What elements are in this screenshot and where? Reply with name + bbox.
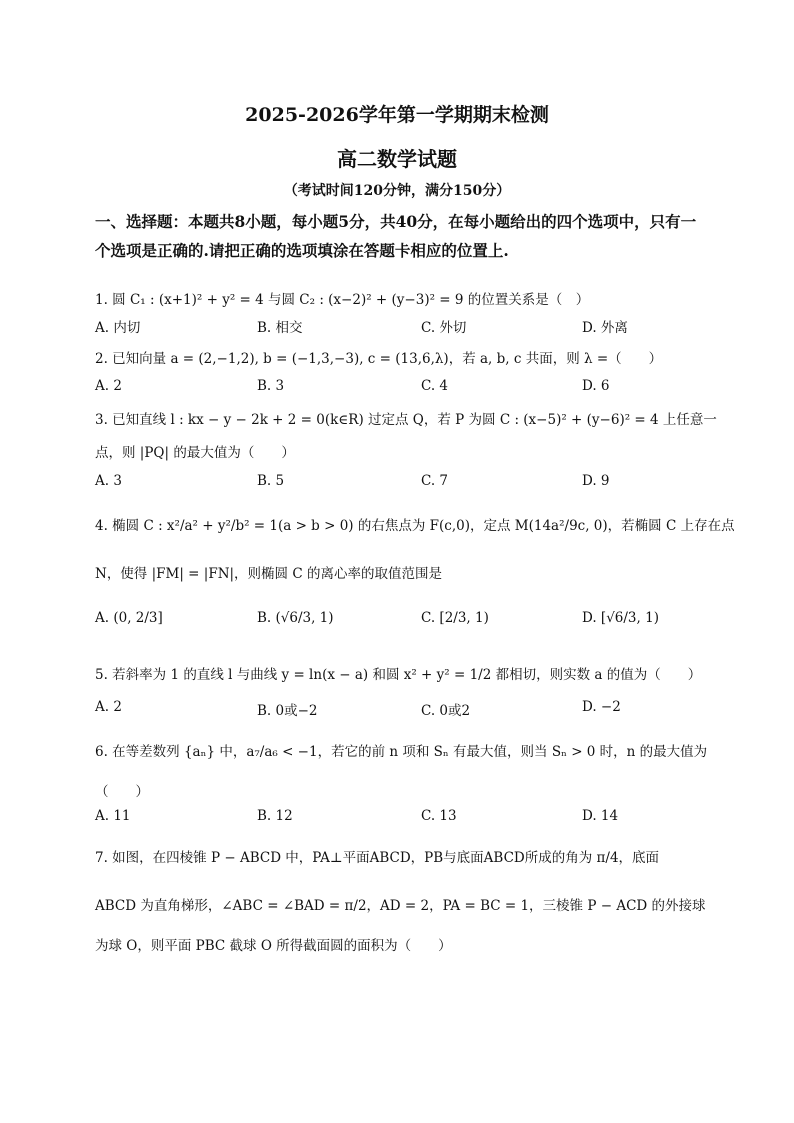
- question-3-line-1: 3. 已知直线 l : kx − y − 2k + 2 = 0(k∈R) 过定点 Q，若 P 为圆 C : (x−5)² + (y−6)² = 4 上任意一: [95, 412, 717, 428]
- option-c: C. 外切: [421, 320, 467, 336]
- option-c: C. 4: [421, 378, 449, 394]
- option-b: B. (√6/3, 1): [257, 610, 334, 626]
- option-d: D. −2: [582, 699, 621, 715]
- option-c: C. 0或2: [421, 703, 471, 719]
- option-a: A. 内切: [95, 320, 141, 336]
- option-a: A. (0, 2/3]: [95, 610, 163, 626]
- option-d: D. 6: [582, 378, 610, 394]
- question-6-line-1: 6. 在等差数列 {aₙ} 中，a₇/a₆ < −1，若它的前 n 项和 Sₙ 有最大值，则当 Sₙ > 0 时，n 的最大值为: [95, 744, 708, 760]
- option-c: C. 7: [421, 473, 449, 489]
- section-heading: 一、选择题：本题共8小题，每小题5分，共40分，在每小题给出的四个选项中，只有一个选项是正确的.请把正确的选项填涂在答题卡相应的位置上.: [95, 212, 697, 260]
- option-d: D. 9: [582, 473, 610, 489]
- question-4-line-2: N，使得 |FM| = |FN|，则椭圆 C 的离心率的取值范围是: [95, 566, 442, 582]
- option-b: B. 5: [257, 473, 285, 489]
- question-6-line-2: （ ）: [95, 784, 149, 800]
- exam-title: 2025-2026学年第一学期期末检测: [245, 104, 549, 126]
- option-d: D. 外离: [582, 320, 628, 336]
- option-b: B. 3: [257, 378, 285, 394]
- question-7-line-3: 为球 O，则平面 PBC 截球 O 所得截面圆的面积为（ ）: [95, 938, 452, 954]
- question-5-line-1: 5. 若斜率为 1 的直线 l 与曲线 y = ln(x − a) 和圆 x² + y² = 1/2 都相切，则实数 a 的值为（ ）: [95, 667, 702, 683]
- option-b: B. 0或−2: [257, 703, 318, 719]
- option-a: A. 2: [95, 378, 122, 394]
- question-1-line-1: 1. 圆 C₁ : (x+1)² + y² = 4 与圆 C₂ : (x−2)² + (y−3)² = 9 的位置关系是（ ）: [95, 292, 590, 308]
- option-a: A. 3: [95, 473, 122, 489]
- option-c: C. 13: [421, 808, 457, 824]
- option-a: A. 2: [95, 699, 122, 715]
- question-4-line-1: 4. 椭圆 C : x²/a² + y²/b² = 1(a > b > 0) 的右焦点为 F(c,0)，定点 M(14a²/9c, 0)，若椭圆 C 上存在点: [95, 518, 735, 534]
- option-a: A. 11: [95, 808, 131, 824]
- option-d: D. 14: [582, 808, 619, 824]
- question-7-line-1: 7. 如图，在四棱锥 P − ABCD 中，PA⊥平面ABCD，PB与底面ABCD所成的角为 π/4，底面: [95, 850, 660, 866]
- option-d: D. [√6/3, 1): [582, 610, 659, 626]
- option-b: B. 12: [257, 808, 293, 824]
- option-b: B. 相交: [257, 320, 303, 336]
- question-2-line-1: 2. 已知向量 a = (2,−1,2), b = (−1,3,−3), c = (13,6,λ)，若 a, b, c 共面，则 λ =（ ）: [95, 351, 663, 367]
- question-7-line-2: ABCD 为直角梯形，∠ABC = ∠BAD = π/2，AD = 2，PA = BC = 1，三棱锥 P − ACD 的外接球: [95, 898, 706, 914]
- option-c: C. [2/3, 1): [421, 610, 489, 626]
- question-3-line-2: 点，则 |PQ| 的最大值为（ ）: [95, 445, 295, 461]
- exam-note: （考试时间120分钟，满分150分）: [283, 183, 511, 199]
- exam-subtitle: 高二数学试题: [337, 147, 457, 171]
